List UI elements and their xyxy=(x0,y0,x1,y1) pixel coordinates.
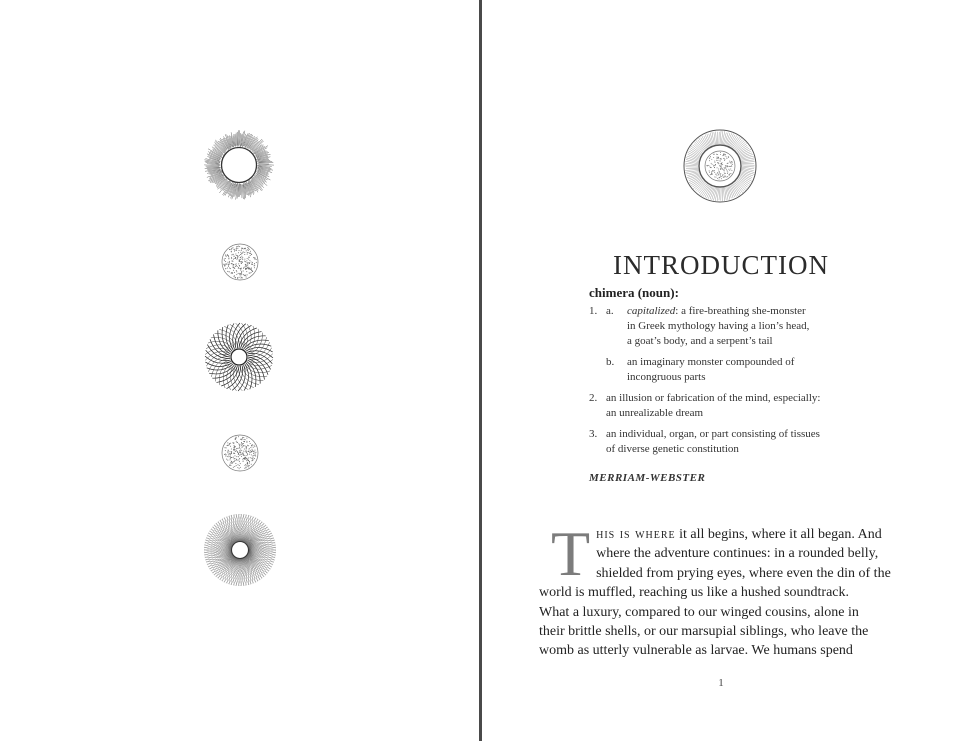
definition-line: an imaginary monster compounded of xyxy=(627,356,795,368)
definition-2 xyxy=(589,391,869,421)
definition-number: 2. xyxy=(589,392,598,404)
definition-line: a goat’s body, and a serpent’s tail xyxy=(627,335,773,347)
definition-line: incongruous parts xyxy=(627,371,706,383)
body-paragraph xyxy=(539,518,891,661)
definition-line: an illusion or fabrication of the mind, especially: xyxy=(606,392,821,404)
opening-smallcaps: his is where xyxy=(596,527,676,542)
definition-line: in Greek mythology having a lion’s head, xyxy=(627,320,810,332)
definition-number: 3. xyxy=(589,428,598,440)
body-line: womb as utterly vulnerable as larvae. We humans spend xyxy=(539,643,853,659)
page-number: 1 xyxy=(718,677,724,689)
body-line: shielded from prying eyes, where even the din of the xyxy=(596,565,891,581)
definition-letter: b. xyxy=(606,356,615,368)
ring-fringe-icon xyxy=(203,129,275,201)
body-line: their brittle shells, or our marsupial siblings, who leave the xyxy=(539,624,869,640)
definition-letter: a. xyxy=(606,305,614,317)
headword: chimera (noun): xyxy=(589,285,679,300)
right-page xyxy=(482,0,960,741)
line-burst-icon xyxy=(202,512,278,588)
body-line: What a luxury, compared to our winged cousins, alone in xyxy=(539,604,859,620)
definition-line: of diverse genetic constitution xyxy=(606,443,739,455)
body-line: it all begins, where it all began. And xyxy=(675,527,882,542)
dictionary-source: MERRIAM-WEBSTER xyxy=(589,472,706,484)
dotted-disc-icon xyxy=(221,434,259,472)
body-line: where the adventure continues: in a rounded belly, xyxy=(596,546,879,562)
petal-burst-icon xyxy=(202,320,276,394)
definition-number: 1. xyxy=(589,305,598,317)
definition-3 xyxy=(589,427,869,457)
definition-1a xyxy=(589,304,869,349)
body-line: world is muffled, reaching us like a hushed soundtrack. xyxy=(539,585,850,601)
definition-line: an individual, organ, or part consisting of tissues xyxy=(606,428,820,440)
definition-1b xyxy=(589,355,869,385)
cell-ring-icon xyxy=(682,128,758,204)
drop-cap: T xyxy=(551,518,591,589)
dictionary-entry xyxy=(589,285,869,486)
dotted-disc-icon xyxy=(221,243,259,281)
definition-line: an unrealizable dream xyxy=(606,407,704,419)
definition-text: : a fire-breathing she-monster xyxy=(675,305,806,317)
chapter-title: INTRODUCTION xyxy=(613,250,829,281)
usage-label: capitalized xyxy=(627,305,676,317)
